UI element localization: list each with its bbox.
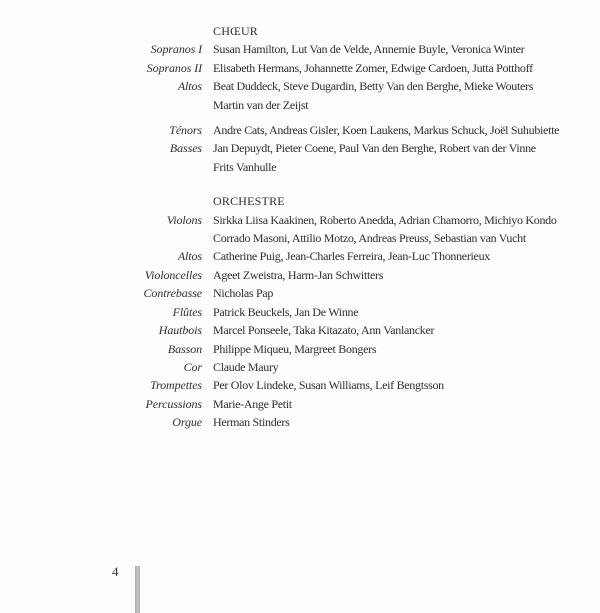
names-line: Marie-Ange Petit (213, 396, 292, 411)
names-cell (213, 358, 600, 376)
part-label: Ténors (169, 123, 202, 138)
names-cell (213, 77, 600, 114)
part-label: Altos (177, 79, 202, 94)
part-label: Sopranos II (146, 60, 202, 75)
credit-row (0, 121, 600, 139)
credit-row (0, 40, 600, 58)
names-cell (213, 211, 600, 248)
spine-divider-line (135, 566, 140, 613)
names-line: Beat Duddeck, Steve Dugardin, Betty Van den Berghe, Mieke Wouters (213, 79, 534, 94)
credits-list (0, 22, 600, 432)
part-label: Violons (166, 212, 202, 227)
credit-row (0, 376, 600, 394)
names-cell (213, 139, 600, 176)
credit-row (0, 395, 600, 413)
part-label: Cor (183, 359, 202, 374)
empty-label-cell (0, 22, 202, 40)
credit-row (0, 340, 600, 358)
names-line: Philippe Miqueu, Margreet Bongers (213, 341, 377, 356)
credit-row (0, 59, 600, 77)
names-line: Corrado Masoni, Attilio Motzo, Andreas Preuss, Sebastian van Vucht (213, 231, 526, 246)
names-line: Patrick Beuckels, Jan De Winne (213, 304, 359, 319)
names-line: Frits Vanhulle (213, 159, 277, 174)
names-line: Nicholas Pap (213, 286, 274, 301)
credit-row (0, 303, 600, 321)
credit-row (0, 139, 600, 176)
part-label: Violoncelles (144, 267, 202, 282)
part-label: Orgue (172, 415, 202, 430)
names-line: Claude Maury (213, 359, 279, 374)
part-label: Basses (169, 141, 202, 156)
names-line: Per Olov Lindeke, Susan Williams, Leif Bengtsson (213, 378, 444, 393)
credit-row (0, 77, 600, 114)
names-line: Andre Cats, Andreas Gisler, Koen Laukens, Markus Schuck, Joël Suhubiette (213, 123, 560, 138)
section-title-row (0, 22, 600, 40)
credit-row (0, 413, 600, 431)
part-label: Contrebasse (143, 286, 202, 301)
names-cell (213, 340, 600, 358)
names-line: Herman Stinders (213, 415, 290, 430)
names-cell (213, 121, 600, 139)
names-line: Marcel Ponseele, Taka Kitazato, Ann Vanlancker (213, 323, 435, 338)
page-number: 4 (112, 564, 119, 579)
names-cell (213, 321, 600, 339)
names-cell (213, 284, 600, 302)
names-cell (213, 303, 600, 321)
part-label: Hautbois (158, 323, 202, 338)
credit-row (0, 247, 600, 265)
part-label: Flûtes (172, 304, 202, 319)
names-cell (213, 413, 600, 431)
credit-row (0, 321, 600, 339)
part-label: Altos (177, 249, 202, 264)
names-cell (213, 266, 600, 284)
part-label: Basson (167, 341, 202, 356)
part-label: Percussions (145, 396, 202, 411)
empty-label-cell (0, 192, 202, 210)
names-cell (213, 59, 600, 77)
part-label: Trompettes (150, 378, 202, 393)
names-line: Ageet Zweistra, Harm-Jan Schwitters (213, 267, 384, 282)
credit-row (0, 211, 600, 248)
part-label: Sopranos I (150, 42, 202, 57)
names-cell (213, 376, 600, 394)
names-cell (213, 40, 600, 58)
names-line: Sirkka Liisa Kaakinen, Roberto Anedda, Adrian Chamorro, Michiyo Kondo (213, 212, 557, 227)
credit-row (0, 284, 600, 302)
names-line: Jan Depuydt, Pieter Coene, Paul Van den Berghe, Robert van der Vinne (213, 141, 536, 156)
credit-row (0, 266, 600, 284)
names-line: Catherine Puig, Jean-Charles Ferreira, Jean-Luc Thonnerieux (213, 249, 490, 264)
credit-row (0, 358, 600, 376)
names-line: Martin van der Zeijst (213, 97, 309, 112)
names-cell (213, 247, 600, 265)
section-title-row (0, 192, 600, 210)
names-line: Elisabeth Hermans, Johannette Zomer, Edwige Cardoen, Jutta Potthoff (213, 60, 533, 75)
section-title: ORCHESTRE (213, 194, 285, 209)
names-cell (213, 395, 600, 413)
section-title: CHŒUR (213, 24, 259, 38)
names-line: Susan Hamilton, Lut Van de Velde, Annemie Buyle, Veronica Winter (213, 42, 525, 57)
